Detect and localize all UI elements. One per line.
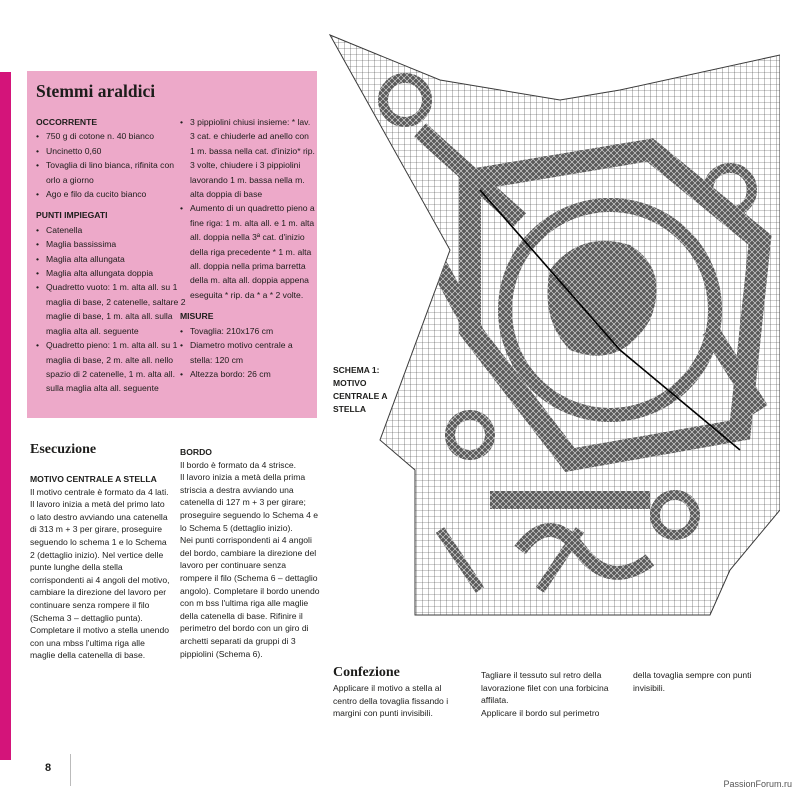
schema-label: SCHEMA 1: MOTIVO CENTRALE A STELLA <box>333 365 388 414</box>
occorrente-heading: OCCORRENTE <box>36 117 98 127</box>
bordo-text <box>180 446 320 660</box>
punti-heading: PUNTI IMPIEGATI <box>36 210 108 221</box>
list-item: • Ago e filo da cucito bianco <box>36 187 188 201</box>
misure-list <box>180 324 316 382</box>
footer-divider <box>70 754 71 786</box>
confezione-heading: Confezione <box>333 665 400 680</box>
box-title: Stemmi araldici <box>36 81 156 101</box>
list-item: • Quadretto vuoto: 1 m. alta all. su 1 maglia di base, 2 catenelle, saltare 2 maglie di base, 1 m. alta all. sulla maglia alta all. seguente <box>36 280 188 338</box>
accent-edge-bar <box>0 72 11 760</box>
page-number: 8 <box>45 762 52 774</box>
paragraph: Il bordo è formato da 4 strisce. <box>180 459 297 470</box>
punti-list-continued <box>180 115 316 302</box>
confezione-text-3: della tovaglia sempre con punti invisibili. <box>633 670 752 693</box>
materials-left-column <box>36 115 188 403</box>
bordo-subheading: BORDO <box>180 447 212 457</box>
list-item: • Diametro motivo centrale a stella: 120 cm <box>180 338 316 367</box>
list-item: • Catenella <box>36 223 188 237</box>
materials-box <box>27 71 317 418</box>
misure-heading: MISURE <box>180 311 214 322</box>
confezione-text-2 <box>481 669 621 719</box>
paragraph: Il motivo centrale è formato da 4 lati. <box>30 486 169 497</box>
list-item: • Tovaglia di lino bianca, rifinita con orlo a giorno <box>36 158 188 187</box>
list-item: • Aumento di un quadretto pieno a fine riga: 1 m. alta all. e 1 m. alta all. doppia nella 3ª cat. d'inizio della riga precedente * 1 m. alta all. doppia nella prima barretta della m. alta all. doppia appena eseguita * rip. da * a * 2 volte. <box>180 201 316 302</box>
list-item: • Altezza bordo: 26 cm <box>180 367 316 381</box>
filet-chart-star-motif <box>320 30 780 630</box>
esecuzione-heading: Esecuzione <box>30 442 97 457</box>
paragraph: Applicare il bordo sul perimetro <box>481 707 600 718</box>
list-item: • Quadretto pieno: 1 m. alta all. su 1 maglia di base, 2 m. alte all. nello spazio di 2 catenelle, 1 m. alta all. sulla maglia alta all. seguente <box>36 338 188 396</box>
paragraph: Nei punti corrispondenti ai 4 angoli del bordo, cambiare la direzione del lavoro per continuare senza rompere il filo (Schema 6 – dettaglio angolo). Completare il bordo unendo con m bss l'ultima riga alle maglie della catenella di base. Rifinire il perimetro del bordo con un giro di archetti separati da gruppi di 3 pippiolini (Schema 6). <box>180 535 320 659</box>
punti-list <box>36 223 188 396</box>
motivo-subheading: MOTIVO CENTRALE A STELLA <box>30 474 157 484</box>
list-item: • Maglia alta allungata doppia <box>36 266 188 280</box>
paragraph: Il lavoro inizia a metà del primo lato o lato destro avviando una catenella di 313 m + 3 per girare, proseguire seguendo lo schema 1 e lo Schema 2 (dettaglio inizio). Nel vertice delle punte lunghe della stella corrispondenti ai 4 angoli del motivo, cambiare la direzione del lavoro per continuare senza rompere il filo (Schema 3 – dettaglio punta). <box>30 499 170 623</box>
paragraph: Tagliare il tessuto sul retro della lavorazione filet con una forbicina affilata. <box>481 670 609 706</box>
list-item: • 750 g di cotone n. 40 bianco <box>36 129 188 143</box>
occorrente-list <box>36 129 188 201</box>
materials-right-column <box>180 115 316 388</box>
esecuzione-text <box>30 473 170 662</box>
paragraph: Completare il motivo a stella unendo con una mbss l'ultima riga alle maglie della catenella di base. <box>30 625 170 661</box>
list-item: • Tovaglia: 210x176 cm <box>180 324 316 338</box>
list-item: • Maglia bassissima <box>36 237 188 251</box>
list-item: • Uncinetto 0,60 <box>36 144 188 158</box>
watermark: PassionForum.ru <box>723 779 792 789</box>
paragraph: Il lavoro inizia a metà della prima striscia a destra avviando una catenella di 127 m + 3 per girare; proseguire seguendo lo Schema 4 e lo Schema 5 (dettaglio inizio). <box>180 472 319 533</box>
list-item: • 3 pippiolini chiusi insieme: * lav. 3 cat. e chiuderle ad anello con 1 m. bassa nella cat. d'inizio* rip. 3 volte, chiudere i 3 pippiolini lavorando 1 m. bassa nella m. alta doppia di base <box>180 115 316 201</box>
confezione-text-1: Applicare il motivo a stella al centro della tovaglia fissando i margini con punti invisibili. <box>333 683 449 719</box>
list-item: • Maglia alta allungata <box>36 252 188 266</box>
